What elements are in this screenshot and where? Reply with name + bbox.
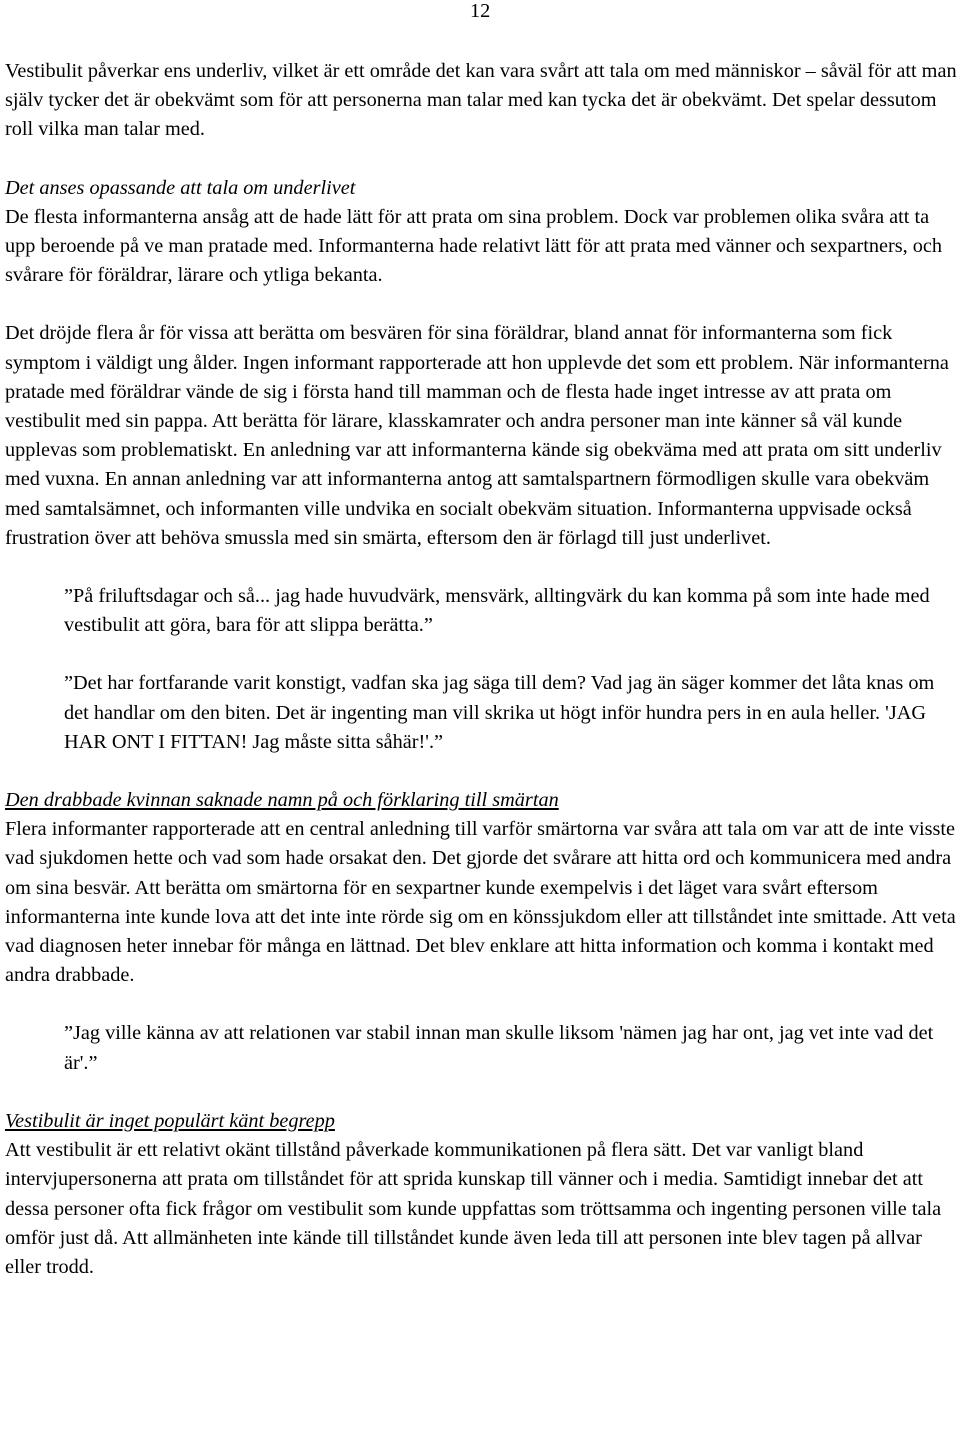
paragraph-informants-ease: De flesta informanterna ansåg att de hade lätt för att prata om sina problem. Dock var problemen olika svåra att ta upp beroende på ve man pratade med. Informanterna hade relativt lätt för att prata med vänner och sexpartners, och svårare för föräldrar, lärare och ytliga bekanta. — [5, 205, 943, 287]
section-heading-namn: Den drabbade kvinnan saknade namn på och förklaring till smärtan — [5, 789, 559, 812]
quote-konstigt: ”Det har fortfarande varit konstigt, vadfan ska jag säga till dem? Vad jag än säger kommer det låta knas om det handlar om den biten. Det är ingenting man vill skrika ut högt inför hundra pers in en aula heller. 'JAG HAR ONT I FITTAN! Jag måste sitta såhär!'.” — [64, 672, 935, 753]
section-heading-opassande: Det anses opassande att tala om underlivet — [5, 176, 356, 199]
paragraph-parents: Det dröjde flera år för vissa att berätta om besvären för sina föräldrar, bland annat för informanterna som fick symptom i väldigt ung ålder. Ingen informant rapporterade att hon upplevde det som ett problem. När informanterna pratade med föräldrar vände de sig i första hand till mamman och de flesta hade inget intresse av att prata om vestibulit med sin pappa. Att berätta för lärare, klasskamrater och andra personer man inte känner så väl kunde upplevas som problematiskt. En anledning var att informanterna kände sig obekväma med att prata om sitt underliv med vuxna. En annan anledning var att informanterna antog att samtalspartnern förmodligen skulle vara obekväm med samtalsämnet, och informanten ville undvika en socialt obekväm situation. Informanterna uppvisade också frustration över att behöva smussla med sin smärta, eftersom den är förlagd till just underlivet. — [5, 322, 949, 549]
paragraph-diagnosis: Flera informanter rapporterade att en central anledning till varför smärtorna var svåra att tala om var att de inte visste vad sjukdomen hette och vad som hade orsakat den. Det gjorde det svårare att hitta ord och kommunicera med andra om sina besvär. Att berätta om smärtorna för en sexpartner kunde exempelvis i det läget vara svårt eftersom informanterna inte kunde lova att det inte inte rörde sig om en könssjukdom eller att tillståndet inte smittade. Att veta vad diagnosen heter innebar för många en lättnad. Det blev enklare att hitta information och komma i kontakt med andra drabbade. — [5, 818, 956, 987]
paragraph-unknown-condition: Att vestibulit är ett relativt okänt tillstånd påverkade kommunikationen på flera sätt. Det var vanligt bland intervjupersonerna att prata om tillståndet för att sprida kunskap till vänner och i media. Samtidigt innebar det att dessa personer ofta fick frågor om vestibulit som kunde uppfattas som tröttsamma och ingenting personen ville tala omför just då. Att allmänheten inte kände till tillståndet kunde även leda till att personen inte blev tagen på allvar eller trodd. — [5, 1139, 942, 1278]
section-heading-begrepp: Vestibulit är inget populärt känt begrepp — [5, 1109, 335, 1132]
quote-relationen: ”Jag ville känna av att relationen var stabil innan man skulle liksom 'nämen jag har ont, jag vet inte vad det är'.” — [64, 1022, 934, 1074]
quote-friluftsdagar: ”På friluftsdagar och så... jag hade huvudvärk, mensvärk, alltingvärk du kan komma på som inte hade med vestibulit att göra, bara för att slippa berätta.” — [64, 585, 930, 637]
paragraph-intro: Vestibulit påverkar ens underliv, vilket är ett område det kan vara svårt att tala om med människor – såväl för att man själv tycker det är obekvämt som för att personerna man talar med kan tycka det är obekvämt. Det spelar dessutom roll vilka man talar med. — [5, 60, 957, 141]
document-body — [5, 57, 960, 1282]
page-number: 12 — [470, 0, 491, 22]
